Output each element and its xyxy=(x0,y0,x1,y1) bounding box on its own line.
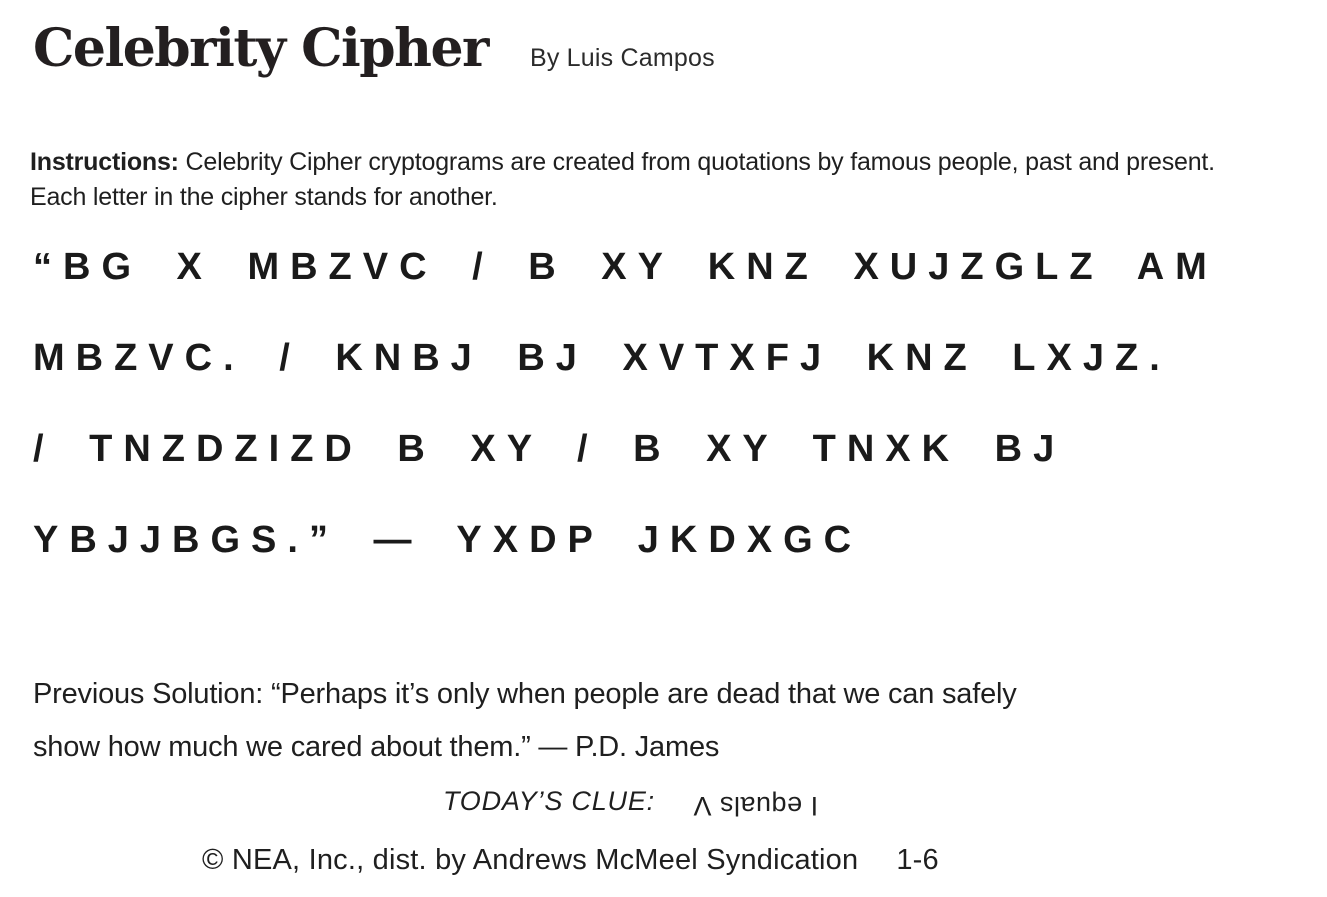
previous-solution xyxy=(33,668,1273,774)
masthead xyxy=(33,18,715,79)
cipher-line-3: / TNZDZIZD B XY / B XY TNXK BJ xyxy=(33,428,1066,470)
cipher-block xyxy=(33,222,1313,586)
date-code: 1-6 xyxy=(896,844,939,876)
byline: By Luis Campos xyxy=(529,44,715,72)
cipher-line-2: MBZVC. / KNBJ BJ XVTXFJ KNZ LXJZ. xyxy=(33,337,1171,379)
cipher-line-4: YBJJBGS.” — YXDP JKDXGC xyxy=(33,519,863,561)
instructions-text: Celebrity Cipher cryptograms are created from quotations by famous people, past and present. Each letter in the cipher stands for another. xyxy=(30,148,1215,211)
cipher-line-1: “BG X MBZVC / B XY KNZ XUJZGLZ AM xyxy=(33,246,1218,288)
previous-solution-line-2: show how much we cared about them.” — P.D. James xyxy=(33,731,720,763)
todays-clue xyxy=(443,786,819,821)
page-title: Celebrity Cipher xyxy=(33,18,488,79)
copyright-text: © NEA, Inc., dist. by Andrews McMeel Syndication xyxy=(202,844,859,876)
todays-clue-label: TODAY’S CLUE: xyxy=(443,786,655,816)
instructions-label: Instructions: xyxy=(30,148,179,176)
previous-solution-line-1: Previous Solution: “Perhaps it’s only when people are dead that we can safely xyxy=(33,678,1017,710)
syndication-footer xyxy=(202,844,939,877)
todays-clue-value-upside-down: I equals V xyxy=(692,791,819,821)
instructions xyxy=(30,145,1270,215)
